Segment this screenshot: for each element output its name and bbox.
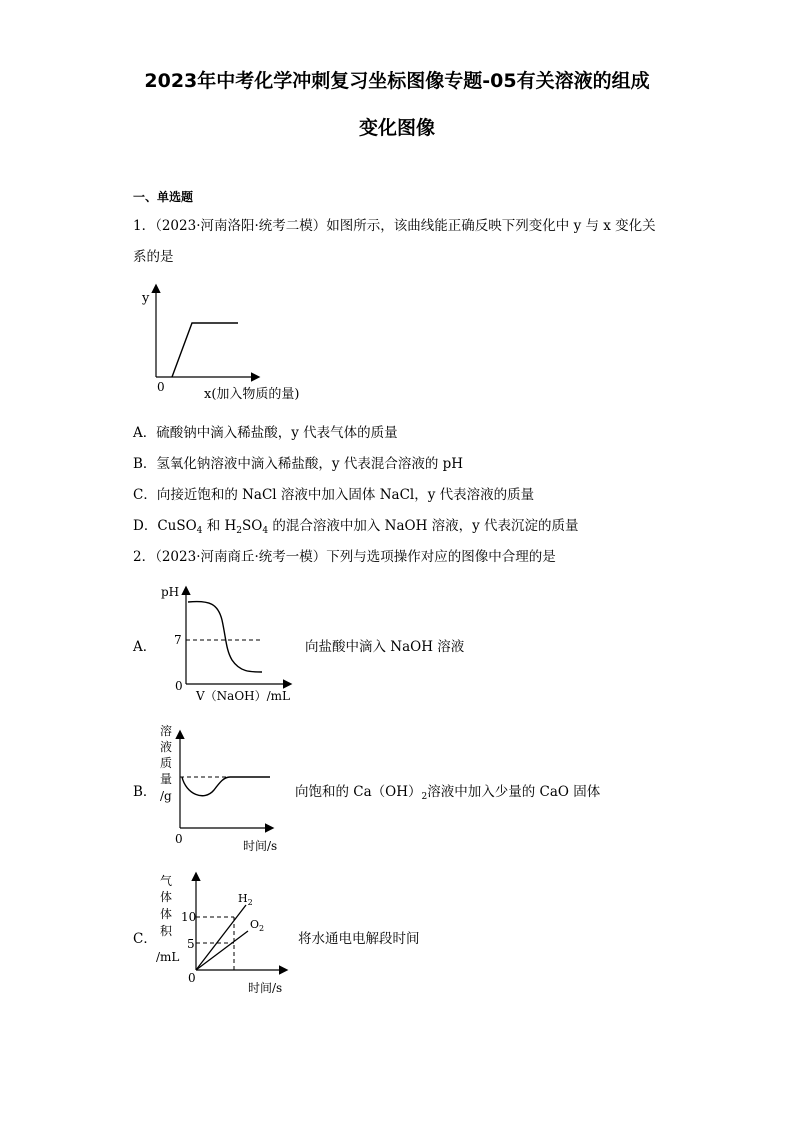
q2-b-y-3: 质 xyxy=(160,756,173,770)
q2-b-y-2: 液 xyxy=(160,740,173,754)
q2-b-curve xyxy=(182,777,270,796)
q2-a-y-label: pH xyxy=(161,585,180,599)
q2-option-a-desc: 向盐酸中滴入 NaOH 溶液 xyxy=(305,639,465,655)
q2-b-x-label: 时间/s xyxy=(243,839,278,853)
q2-option-b-letter[interactable]: B． xyxy=(133,784,157,800)
q2-c-y-2: 体 xyxy=(160,890,173,904)
q2-option-c-desc: 将水通电电解段时间 xyxy=(298,931,420,947)
q2-c-o2-label: $O_2$ xyxy=(250,918,265,933)
q2-stem: 2．（2023·河南商丘·统考一模）下列与选项操作对应的图像中合理的是 xyxy=(133,549,556,565)
q2-b-y-4: 量 xyxy=(160,772,173,786)
q2-c-y-5: /mL xyxy=(156,950,180,964)
q1-option-b[interactable]: B．氢氧化钠溶液中滴入稀盐酸，y 代表混合溶液的 pH xyxy=(133,456,464,472)
q2-c-tick-10: 10 xyxy=(181,910,197,924)
q2-option-b-desc: 向饱和的 $Ca(OH)_2$溶液中加入少量的 CaO 固体 xyxy=(295,784,601,802)
q1-origin: 0 xyxy=(157,380,165,394)
q2-a-tick-7: 7 xyxy=(174,633,182,647)
q2-a-graph xyxy=(150,580,320,705)
q2-option-a-letter[interactable]: A． xyxy=(133,639,157,655)
doc-title-line2: 变化图像 xyxy=(358,117,435,139)
q1-y-label: y xyxy=(142,291,150,306)
q2-c-y-3: 体 xyxy=(160,907,173,921)
q1-graph xyxy=(130,280,330,405)
q2-c-tick-5: 5 xyxy=(187,937,195,951)
q2-a-curve xyxy=(188,602,262,672)
q2-c-h2-label: $H_2$ xyxy=(238,892,253,907)
q2-option-c-letter[interactable]: C． xyxy=(133,931,157,947)
q1-stem-line1: 1．（2023·河南洛阳·统考二模）如图所示，该曲线能正确反映下列变化中 y 与 x 变化关 xyxy=(133,218,656,234)
q2-c-x-label: 时间/s xyxy=(248,981,283,995)
q2-c-origin: 0 xyxy=(188,971,196,985)
q1-x-label: x(加入物质的量) xyxy=(204,387,300,402)
q1-curve xyxy=(172,323,238,377)
q2-c-graph xyxy=(150,868,300,1000)
q2-c-y-4: 积 xyxy=(160,924,173,938)
q2-c-y-1: 气 xyxy=(160,874,173,888)
q2-a-origin: 0 xyxy=(175,679,183,693)
q2-a-x-label: V（NaOH）/mL xyxy=(196,689,291,703)
q2-b-y-5: /g xyxy=(160,789,172,803)
doc-title-line1: 2023年中考化学冲刺复习坐标图像专题-05有关溶液的组成 xyxy=(144,70,650,92)
q1-option-a[interactable]: A．硫酸钠中滴入稀盐酸，y 代表气体的质量 xyxy=(133,425,398,441)
q1-option-d[interactable]: D．CuSO$_4$ 和 $H_2SO_4$ 的混合溶液中加入 NaOH 溶液，y 代表沉淀的质量 xyxy=(133,518,579,536)
q2-b-origin: 0 xyxy=(175,832,183,846)
q1-option-c[interactable]: C．向接近饱和的 NaCl 溶液中加入固体 NaCl，y 代表溶液的质量 xyxy=(133,487,535,503)
q2-b-graph xyxy=(150,720,290,855)
section-heading: 一、单选题 xyxy=(133,190,194,204)
q1-stem-line2: 系的是 xyxy=(133,249,174,265)
q2-b-y-1: 溶 xyxy=(160,724,173,738)
